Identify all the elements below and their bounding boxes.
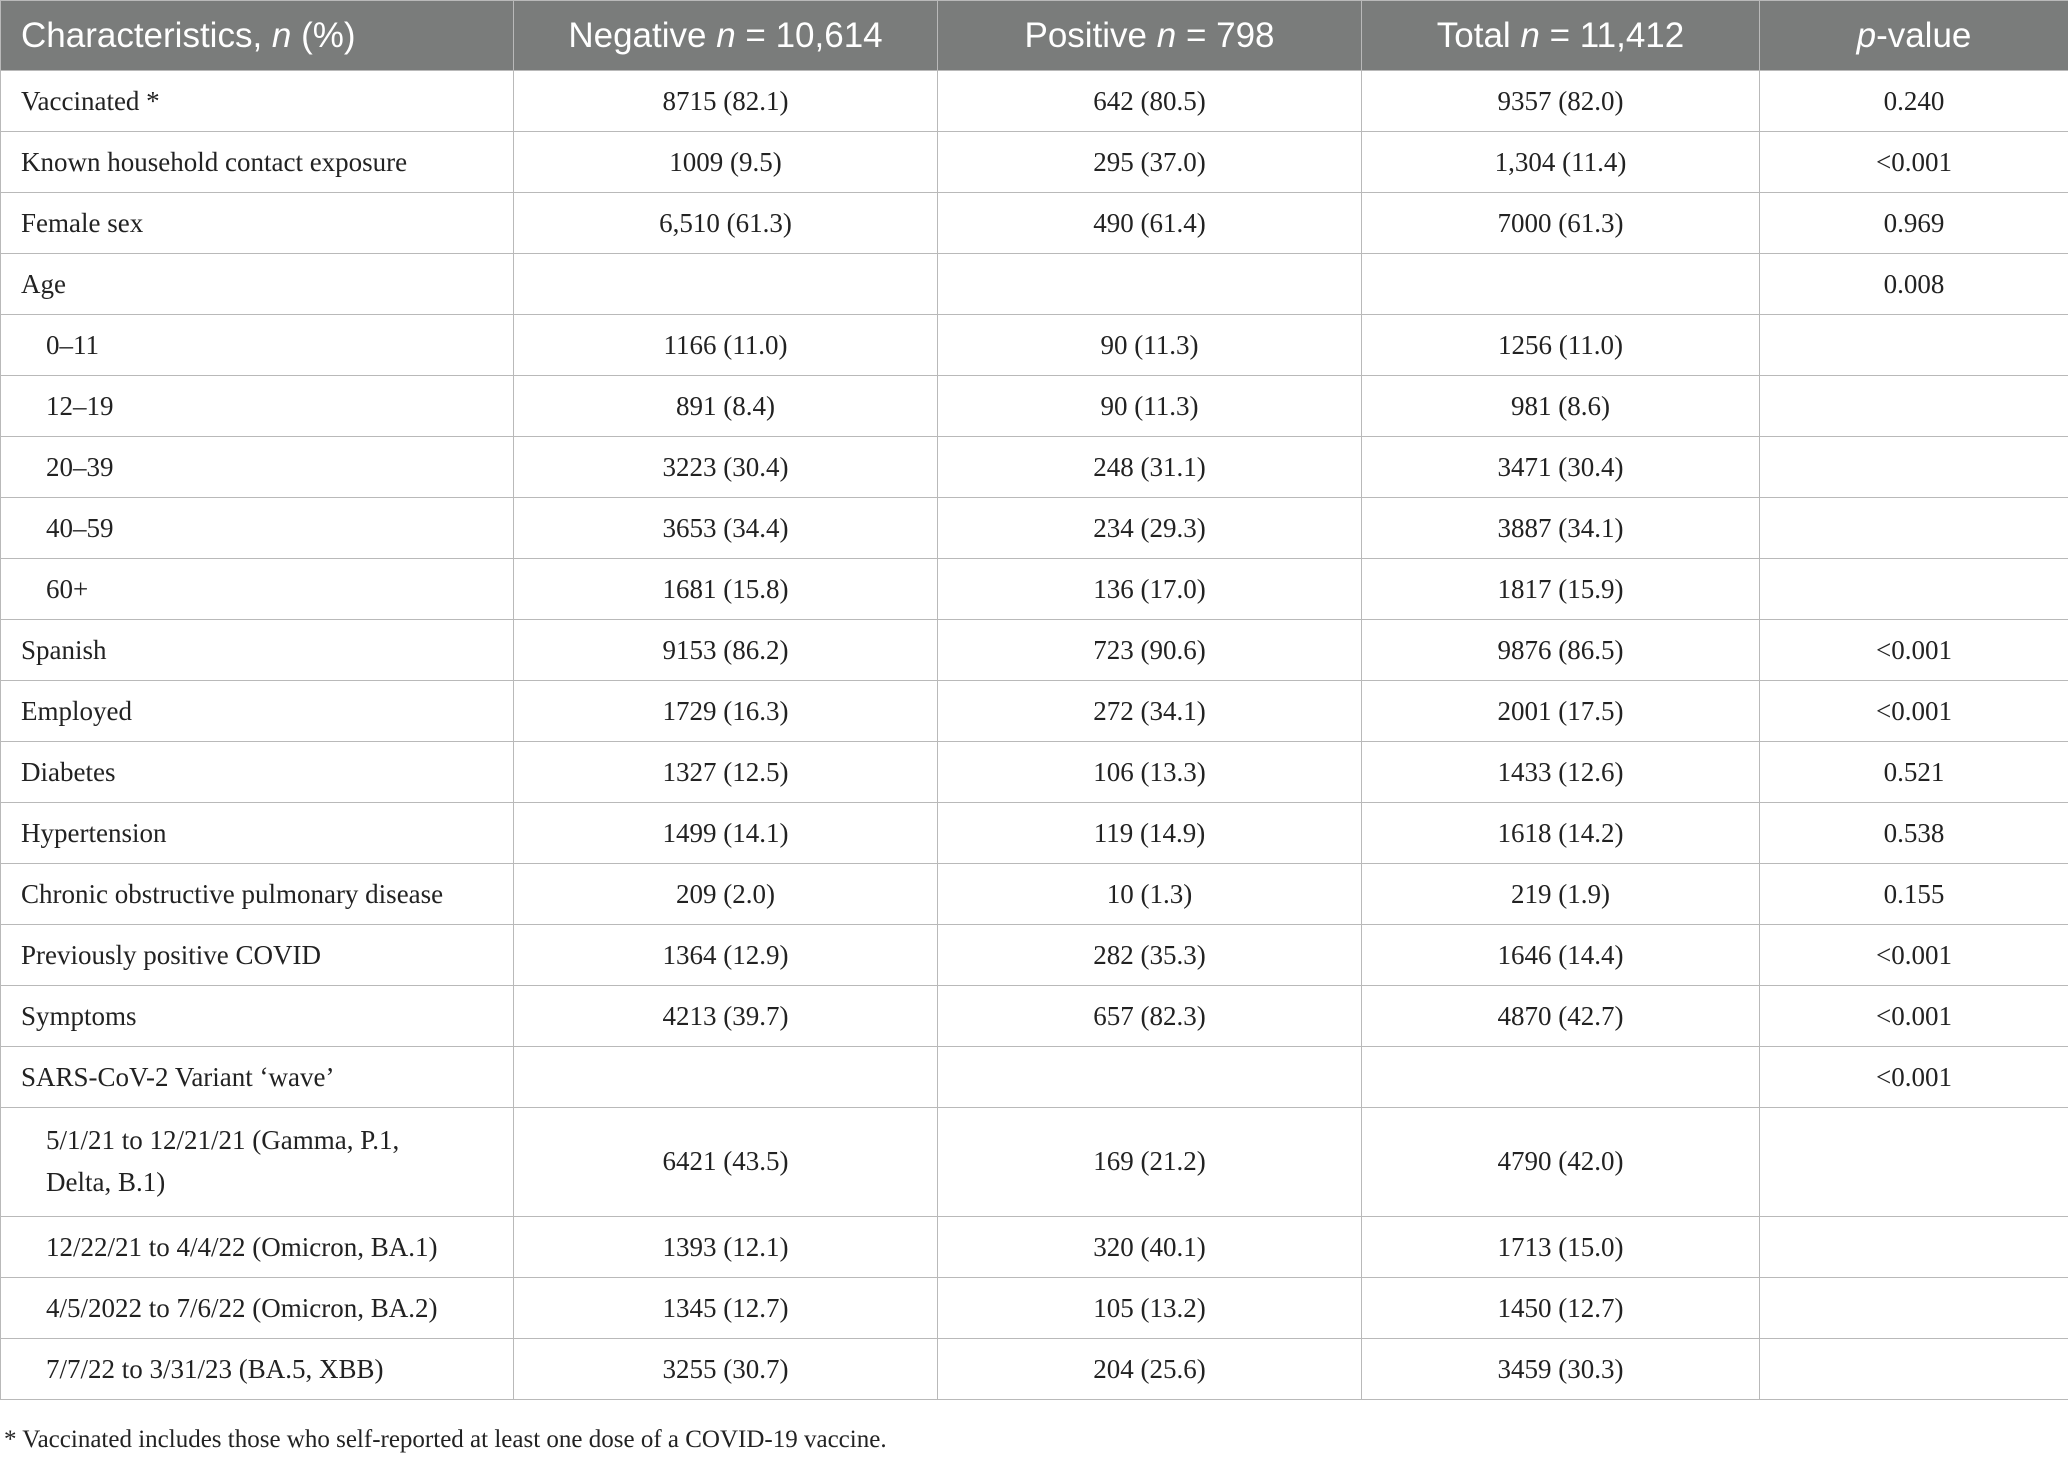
cell-pvalue xyxy=(1760,1217,2068,1278)
cell-total: 9876 (86.5) xyxy=(1362,620,1760,681)
cell-pvalue: <0.001 xyxy=(1760,132,2068,193)
row-label-line-2: Delta, B.1) xyxy=(46,1167,166,1197)
cell-pvalue: <0.001 xyxy=(1760,620,2068,681)
cell-negative: 6,510 (61.3) xyxy=(514,193,938,254)
table-row xyxy=(1,376,2068,437)
row-label: Symptoms xyxy=(1,986,514,1047)
table-row xyxy=(1,864,2068,925)
cell-negative: 8715 (82.1) xyxy=(514,71,938,132)
cell-pvalue xyxy=(1760,1339,2068,1400)
table-row xyxy=(1,620,2068,681)
cell-total: 2001 (17.5) xyxy=(1362,681,1760,742)
table-row xyxy=(1,742,2068,803)
row-label: Age xyxy=(1,254,514,315)
cell-total: 1433 (12.6) xyxy=(1362,742,1760,803)
table-row xyxy=(1,71,2068,132)
cell-positive xyxy=(938,254,1362,315)
cell-negative: 4213 (39.7) xyxy=(514,986,938,1047)
row-label: Spanish xyxy=(1,620,514,681)
header-positive: Positive n = 798 xyxy=(938,1,1362,71)
row-label: SARS-CoV-2 Variant ‘wave’ xyxy=(1,1047,514,1108)
table-row xyxy=(1,437,2068,498)
cell-negative xyxy=(514,254,938,315)
cell-total: 1817 (15.9) xyxy=(1362,559,1760,620)
cell-total: 981 (8.6) xyxy=(1362,376,1760,437)
cell-negative: 1009 (9.5) xyxy=(514,132,938,193)
cell-total: 1,304 (11.4) xyxy=(1362,132,1760,193)
table-row xyxy=(1,254,2068,315)
cell-positive: 723 (90.6) xyxy=(938,620,1362,681)
cell-pvalue: <0.001 xyxy=(1760,925,2068,986)
cell-total: 3459 (30.3) xyxy=(1362,1339,1760,1400)
row-label: Employed xyxy=(1,681,514,742)
row-label: 7/7/22 to 3/31/23 (BA.5, XBB) xyxy=(1,1339,514,1400)
cell-negative: 1393 (12.1) xyxy=(514,1217,938,1278)
table-row xyxy=(1,803,2068,864)
row-label-line-1: 5/1/21 to 12/21/21 (Gamma, P.1, xyxy=(46,1125,400,1156)
cell-positive xyxy=(938,1047,1362,1108)
cell-positive: 272 (34.1) xyxy=(938,681,1362,742)
cell-negative: 1729 (16.3) xyxy=(514,681,938,742)
table-row xyxy=(1,925,2068,986)
cell-positive: 248 (31.1) xyxy=(938,437,1362,498)
cell-total: 1646 (14.4) xyxy=(1362,925,1760,986)
table-row xyxy=(1,193,2068,254)
table-row xyxy=(1,315,2068,376)
row-label xyxy=(1,1108,514,1217)
cell-negative xyxy=(514,1047,938,1108)
cell-pvalue: 0.969 xyxy=(1760,193,2068,254)
table-row xyxy=(1,1278,2068,1339)
cell-total xyxy=(1362,254,1760,315)
cell-negative: 1327 (12.5) xyxy=(514,742,938,803)
table-row xyxy=(1,1108,2068,1217)
cell-pvalue xyxy=(1760,376,2068,437)
header-characteristics: Characteristics, n (%) xyxy=(1,1,514,71)
cell-pvalue: 0.155 xyxy=(1760,864,2068,925)
cell-total: 3887 (34.1) xyxy=(1362,498,1760,559)
cell-positive: 642 (80.5) xyxy=(938,71,1362,132)
cell-negative: 1681 (15.8) xyxy=(514,559,938,620)
table-row xyxy=(1,559,2068,620)
row-label: Hypertension xyxy=(1,803,514,864)
cell-pvalue xyxy=(1760,437,2068,498)
cell-pvalue: <0.001 xyxy=(1760,986,2068,1047)
cell-pvalue xyxy=(1760,315,2068,376)
cell-positive: 106 (13.3) xyxy=(938,742,1362,803)
cell-negative: 1499 (14.1) xyxy=(514,803,938,864)
cell-negative: 1166 (11.0) xyxy=(514,315,938,376)
cell-negative: 9153 (86.2) xyxy=(514,620,938,681)
cell-pvalue: 0.008 xyxy=(1760,254,2068,315)
cell-positive: 295 (37.0) xyxy=(938,132,1362,193)
cell-negative: 6421 (43.5) xyxy=(514,1108,938,1217)
header-total: Total n = 11,412 xyxy=(1362,1,1760,71)
row-label: Female sex xyxy=(1,193,514,254)
row-label: 4/5/2022 to 7/6/22 (Omicron, BA.2) xyxy=(1,1278,514,1339)
cell-total: 3471 (30.4) xyxy=(1362,437,1760,498)
cell-total: 9357 (82.0) xyxy=(1362,71,1760,132)
cell-positive: 90 (11.3) xyxy=(938,376,1362,437)
cell-positive: 10 (1.3) xyxy=(938,864,1362,925)
table-row xyxy=(1,681,2068,742)
cell-positive: 490 (61.4) xyxy=(938,193,1362,254)
cell-positive: 90 (11.3) xyxy=(938,315,1362,376)
cell-pvalue: 0.521 xyxy=(1760,742,2068,803)
row-label: Known household contact exposure xyxy=(1,132,514,193)
cell-total: 219 (1.9) xyxy=(1362,864,1760,925)
cell-positive: 119 (14.9) xyxy=(938,803,1362,864)
header-row xyxy=(1,1,2068,71)
cell-pvalue: 0.240 xyxy=(1760,71,2068,132)
cell-total: 1450 (12.7) xyxy=(1362,1278,1760,1339)
row-label: Chronic obstructive pulmonary disease xyxy=(1,864,514,925)
table-row xyxy=(1,132,2068,193)
cell-pvalue: <0.001 xyxy=(1760,1047,2068,1108)
cell-total xyxy=(1362,1047,1760,1108)
table-footnote: * Vaccinated includes those who self-reported at least one dose of a COVID-19 vaccine. xyxy=(4,1426,887,1453)
cell-positive: 136 (17.0) xyxy=(938,559,1362,620)
cell-negative: 209 (2.0) xyxy=(514,864,938,925)
cell-pvalue xyxy=(1760,498,2068,559)
row-label: Vaccinated * xyxy=(1,71,514,132)
cell-positive: 282 (35.3) xyxy=(938,925,1362,986)
cell-positive: 320 (40.1) xyxy=(938,1217,1362,1278)
table-row xyxy=(1,1047,2068,1108)
cell-total: 1713 (15.0) xyxy=(1362,1217,1760,1278)
row-label: 20–39 xyxy=(1,437,514,498)
row-label: 12–19 xyxy=(1,376,514,437)
cell-negative: 3653 (34.4) xyxy=(514,498,938,559)
cell-pvalue xyxy=(1760,1108,2068,1217)
row-label: 12/22/21 to 4/4/22 (Omicron, BA.1) xyxy=(1,1217,514,1278)
cell-negative: 3223 (30.4) xyxy=(514,437,938,498)
table-row xyxy=(1,1217,2068,1278)
row-label: 60+ xyxy=(1,559,514,620)
row-label: Diabetes xyxy=(1,742,514,803)
cell-negative: 891 (8.4) xyxy=(514,376,938,437)
table-row xyxy=(1,1339,2068,1400)
cell-positive: 657 (82.3) xyxy=(938,986,1362,1047)
cell-pvalue: 0.538 xyxy=(1760,803,2068,864)
row-label: 40–59 xyxy=(1,498,514,559)
table-row xyxy=(1,986,2068,1047)
row-label: 0–11 xyxy=(1,315,514,376)
cell-positive: 105 (13.2) xyxy=(938,1278,1362,1339)
row-label: Previously positive COVID xyxy=(1,925,514,986)
table-row xyxy=(1,498,2068,559)
header-pvalue: p-value xyxy=(1760,1,2068,71)
cell-total: 4790 (42.0) xyxy=(1362,1108,1760,1217)
cell-pvalue xyxy=(1760,1278,2068,1339)
cell-negative: 1345 (12.7) xyxy=(514,1278,938,1339)
cell-negative: 3255 (30.7) xyxy=(514,1339,938,1400)
cell-positive: 169 (21.2) xyxy=(938,1108,1362,1217)
cell-negative: 1364 (12.9) xyxy=(514,925,938,986)
cell-pvalue xyxy=(1760,559,2068,620)
cell-pvalue: <0.001 xyxy=(1760,681,2068,742)
header-negative: Negative n = 10,614 xyxy=(514,1,938,71)
cell-positive: 234 (29.3) xyxy=(938,498,1362,559)
cell-positive: 204 (25.6) xyxy=(938,1339,1362,1400)
cell-total: 4870 (42.7) xyxy=(1362,986,1760,1047)
cell-total: 1618 (14.2) xyxy=(1362,803,1760,864)
cell-total: 1256 (11.0) xyxy=(1362,315,1760,376)
cell-total: 7000 (61.3) xyxy=(1362,193,1760,254)
